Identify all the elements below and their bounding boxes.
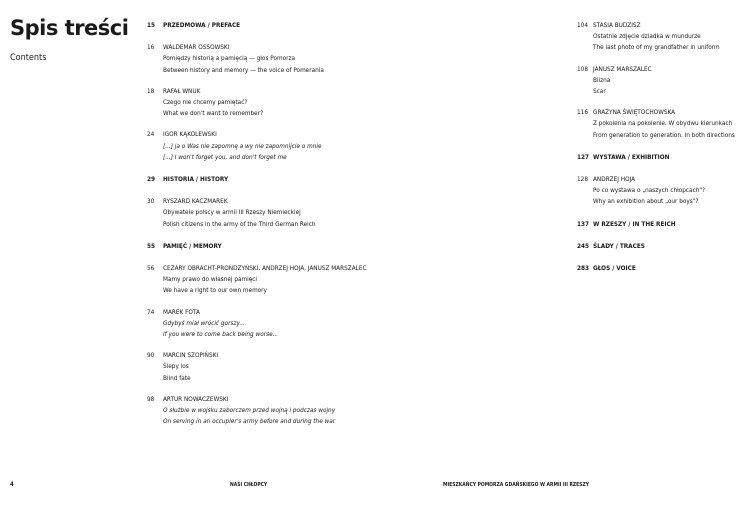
toc-title-english: What we don't want to remember? <box>163 109 264 118</box>
toc-author: MAREK FOTA <box>163 307 200 316</box>
toc-title-english: Between history and memory — the voice of Pomerania <box>163 65 324 74</box>
toc-section-title: PAMIĘĆ / MEMORY <box>163 241 222 250</box>
toc-page-number: 108 <box>577 64 588 73</box>
toc-author: GRAŻYNA ŚWIĘTOCHOWSKA <box>593 108 676 117</box>
toc-author: CEZARY OBRACHT-PRONDZYŃSKI, ANDRZEJ HOJA, JANUSZ MARSZALEC <box>163 264 367 273</box>
toc-title-english: We have a right to our own memory <box>163 286 267 295</box>
toc-page-number: 55 <box>147 241 156 250</box>
toc-title-polish: Pomiędzy historią a pamięcią — głos Pomorza <box>163 54 296 63</box>
toc-author: ARTUR NOWACZEWSKI <box>163 394 229 403</box>
page-subtitle: Contents <box>10 53 47 63</box>
page-title: Spis treści <box>10 16 129 40</box>
toc-section-title: WYSTAWA / EXHIBITION <box>593 152 670 161</box>
toc-author: RAFAŁ WNUK <box>163 86 201 95</box>
toc-title-english: Blind fate <box>163 373 191 382</box>
toc-title-polish: Mamy prawo do własnej pamięci <box>163 275 258 284</box>
toc-section-title: PRZEDMOWA / PREFACE <box>163 21 241 29</box>
toc-title-polish: Czego nie chcemy pamiętać? <box>163 98 248 107</box>
toc-author: STASIA BUDZISZ <box>593 21 641 29</box>
toc-section-title: W RZESZY / IN THE REICH <box>593 219 676 228</box>
toc-title-english: If you were to come back being worse... <box>163 330 279 339</box>
toc-page-number: 98 <box>147 394 155 403</box>
toc-entry <box>147 196 392 230</box>
toc-title-polish: Ostatnie zdjęcie dziadka w mundurze <box>593 32 701 41</box>
footer-book-subtitle: MIESZKAŃCY POMORZA GDAŃSKIEGO W ARMII III RZESZY <box>443 482 589 488</box>
toc-entry <box>147 42 392 76</box>
toc-page-number: 104 <box>577 21 588 29</box>
toc-page-number: 245 <box>577 241 590 250</box>
toc-column-right <box>577 20 750 274</box>
footer-book-title: NASI CHŁOPCY <box>230 482 268 488</box>
toc-page-number: 127 <box>577 152 590 161</box>
toc-entry <box>577 64 750 98</box>
toc-entry <box>147 350 392 384</box>
toc-author: JANUSZ MARSZALEC <box>593 64 652 73</box>
toc-title-english: From generation to generation. In both directions <box>593 130 735 139</box>
toc-title-english: Polish citizens in the army of the Third German Reich <box>163 219 316 228</box>
toc-page-number: 74 <box>147 307 155 316</box>
toc-page-number: 283 <box>577 264 590 273</box>
toc-section <box>577 219 750 230</box>
footer-page-number: 4 <box>10 481 14 488</box>
toc-title-english: On serving in an occupier's army before and during the war <box>163 417 336 426</box>
toc-page-number: 29 <box>147 175 156 184</box>
toc-page-number: 16 <box>147 43 155 52</box>
toc-page-number: 24 <box>147 130 155 139</box>
toc-page-number: 116 <box>577 108 588 117</box>
toc-title-polish: Blizna <box>593 75 611 84</box>
toc-entry <box>147 129 392 163</box>
toc-author: RYSZARD KACZMAREK <box>163 197 228 206</box>
toc-entry <box>147 86 392 120</box>
toc-page-number: 15 <box>147 21 156 29</box>
toc-section <box>147 174 392 185</box>
toc-section-title: ŚLADY / TRACES <box>593 241 645 250</box>
toc-page-number: 30 <box>147 197 155 206</box>
toc-entry <box>577 107 750 141</box>
toc-title-english: Scar <box>593 87 606 96</box>
toc-title-polish: O służbie w wojsku zaborczem przed wojną i podczas wojny <box>163 406 336 415</box>
toc-title-polish: Z pokolenia na pokolenie. W obydwu kierunkach <box>593 119 733 128</box>
toc-entry <box>147 263 392 297</box>
toc-title-polish: Ślepy los <box>163 362 189 371</box>
toc-section <box>577 152 750 163</box>
toc-section <box>577 263 750 274</box>
toc-section <box>147 241 392 252</box>
toc-title-english: [...] I won't forget you, and don't forget me <box>163 152 287 161</box>
toc-section-title: HISTORIA / HISTORY <box>163 175 229 184</box>
toc-author: MARCIN SZOPIŃSKI <box>163 351 219 360</box>
toc-title-english: The last photo of my grandfather in uniform <box>593 43 720 52</box>
toc-entry <box>577 174 750 208</box>
toc-title-polish: Obywatele polscy w armii III Rzeszy Niemieckiej <box>163 208 301 217</box>
toc-entry <box>147 394 392 428</box>
toc-column-left <box>147 20 392 427</box>
toc-title-polish: Gdybyś miał wrócić gorszy... <box>163 318 245 327</box>
toc-entry <box>577 20 750 54</box>
toc-title-polish: [...] ja o Was nie zapomnę a wy nie zapomnijcie o mnie <box>163 141 322 150</box>
toc-author: WALDEMAR OSSOWSKI <box>163 43 230 52</box>
toc-section <box>147 20 392 31</box>
toc-title-english: Why an exhibition about „our boys"? <box>593 197 699 206</box>
toc-title-polish: Po co wystawa o „naszych chłopcach"? <box>593 186 706 195</box>
toc-page-number: 137 <box>577 219 590 228</box>
toc-author: ANDRZEJ HOJA <box>593 175 636 184</box>
toc-section-title: GŁOS / VOICE <box>593 264 636 273</box>
toc-author: IGOR KĄKOLEWSKI <box>163 130 217 139</box>
toc-page-number: 128 <box>577 175 588 184</box>
toc-entry <box>147 307 392 341</box>
toc-section <box>577 241 750 252</box>
toc-page-number: 56 <box>147 264 155 273</box>
toc-page-number: 90 <box>147 351 155 360</box>
toc-page-number: 18 <box>147 86 155 95</box>
